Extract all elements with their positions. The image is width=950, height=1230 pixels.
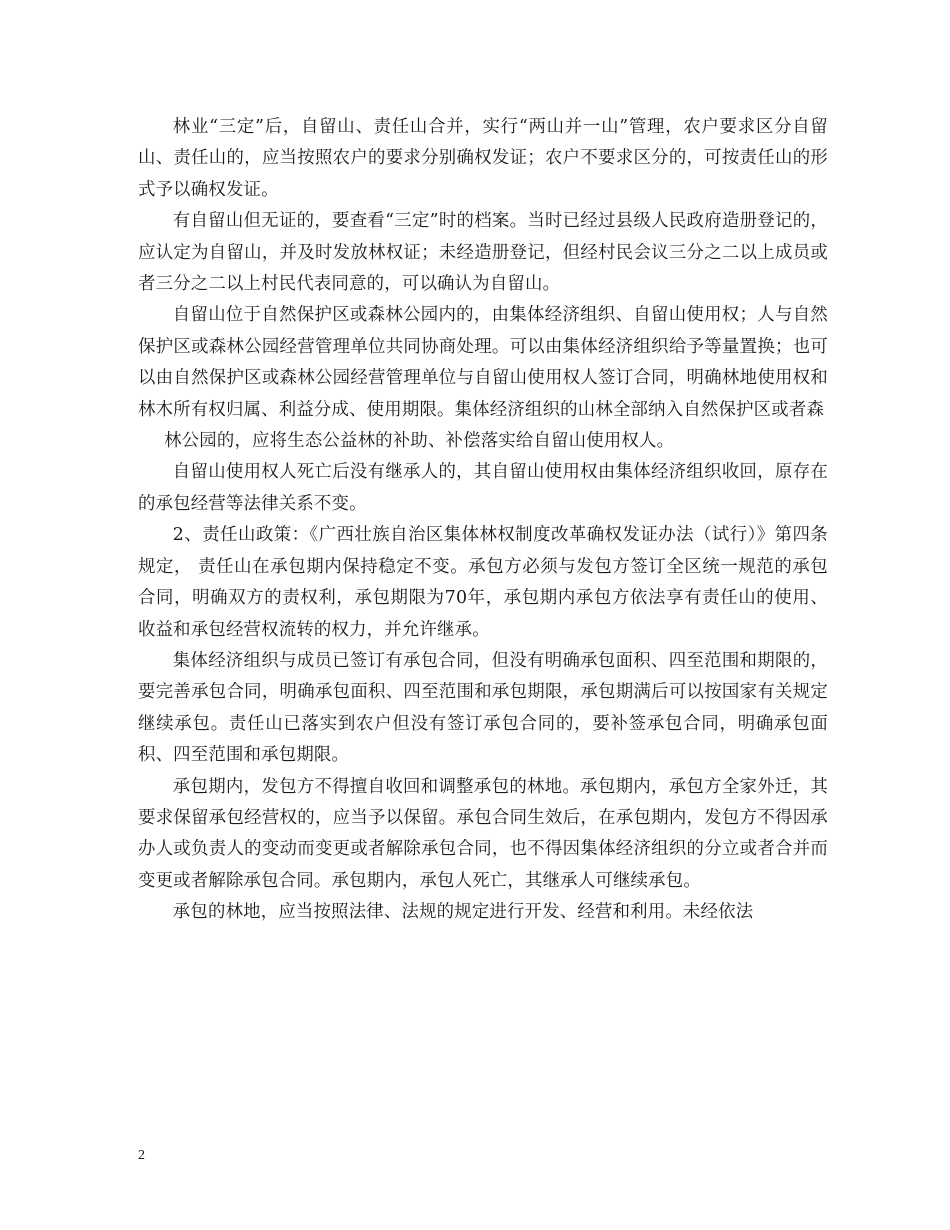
- page-number: 2: [138, 1148, 145, 1163]
- paragraph-2: 有自留山但无证的，要查看“三定”时的档案。当时已经过县级人民政府造册登记的，应认定为自留山，并及时发放林权证；未经造册登记，但经村民会议三分之二以上成员或者三分之二以上村民代表同意的，可以确认为自留山。: [138, 211, 828, 295]
- paragraph-4: 林公园的，应将生态公益林的补助、补偿落实给自留山使用权人。: [164, 431, 675, 452]
- paragraph-7: 集体经济组织与成员已签订有承包合同，但没有明确承包面积、四至范围和期限的，要完善承包合同，明确承包面积、四至范围和承包期限，承包期满后可以按国家有关规定继续承包。责任山已落实到农户但没有签订承包合同的，要补签承包合同，明确承包面积、四至范围和承包期限。: [138, 650, 828, 766]
- paragraph-9: 承包的林地，应当按照法律、法规的规定进行开发、经营和利用。未经依法: [172, 902, 754, 923]
- paragraph-8: 承包期内，发包方不得擅自收回和调整承包的林地。承包期内，承包方全家外迁，其要求保留承包经营权的，应当予以保留。承包合同生效后，在承包期内，发包方不得因承办人或负责人的变动而变更或者解除承包合同，也不得因集体经济组织的分立或者合并而变更或者解除承包合同。承包期内，承包人死亡，其继承人可继续承包。: [138, 776, 828, 891]
- paragraph-3: 自留山位于自然保护区或森林公园内的，由集体经济组织、自留山使用权；人与自然保护区或森林公园经营管理单位共同协商处理。可以由集体经济组织给予等量置换；也可以由自然保护区或森林公园经营管理单位与自留山使用权人签订合同，明确林地使用权和林木所有权归属、利益分成、使用期限。集体经济组织的山林全部纳入自然保护区或者森: [138, 305, 828, 420]
- paragraph-1: 林业“三定”后，自留山、责任山合并，实行“两山并一山”管理，农户要求区分自留山、责任山的，应当按照农户的要求分别确权发证；农户不要求区分的，可按责任山的形式予以确权发证。: [138, 117, 828, 200]
- document-body: [138, 112, 828, 929]
- paragraph-6: 2、责任山政策：《广西壮族自治区集体林权制度改革确权发证办法（试行）》第四条 规定， 责任山在承包期内保持稳定不变。承包方必须与发包方签订全区统一规范的承包合同，明确双方的责权利，承包期限为70年，承包期内承包方依法享有责任山的使用、收益和承包经营权流转的权力，并允许继承。: [138, 525, 828, 640]
- paragraph-5: 自留山使用权人死亡后没有继承人的，其自留山使用权由集体经济组织收回，原存在的承包经营等法律关系不变。: [138, 462, 828, 514]
